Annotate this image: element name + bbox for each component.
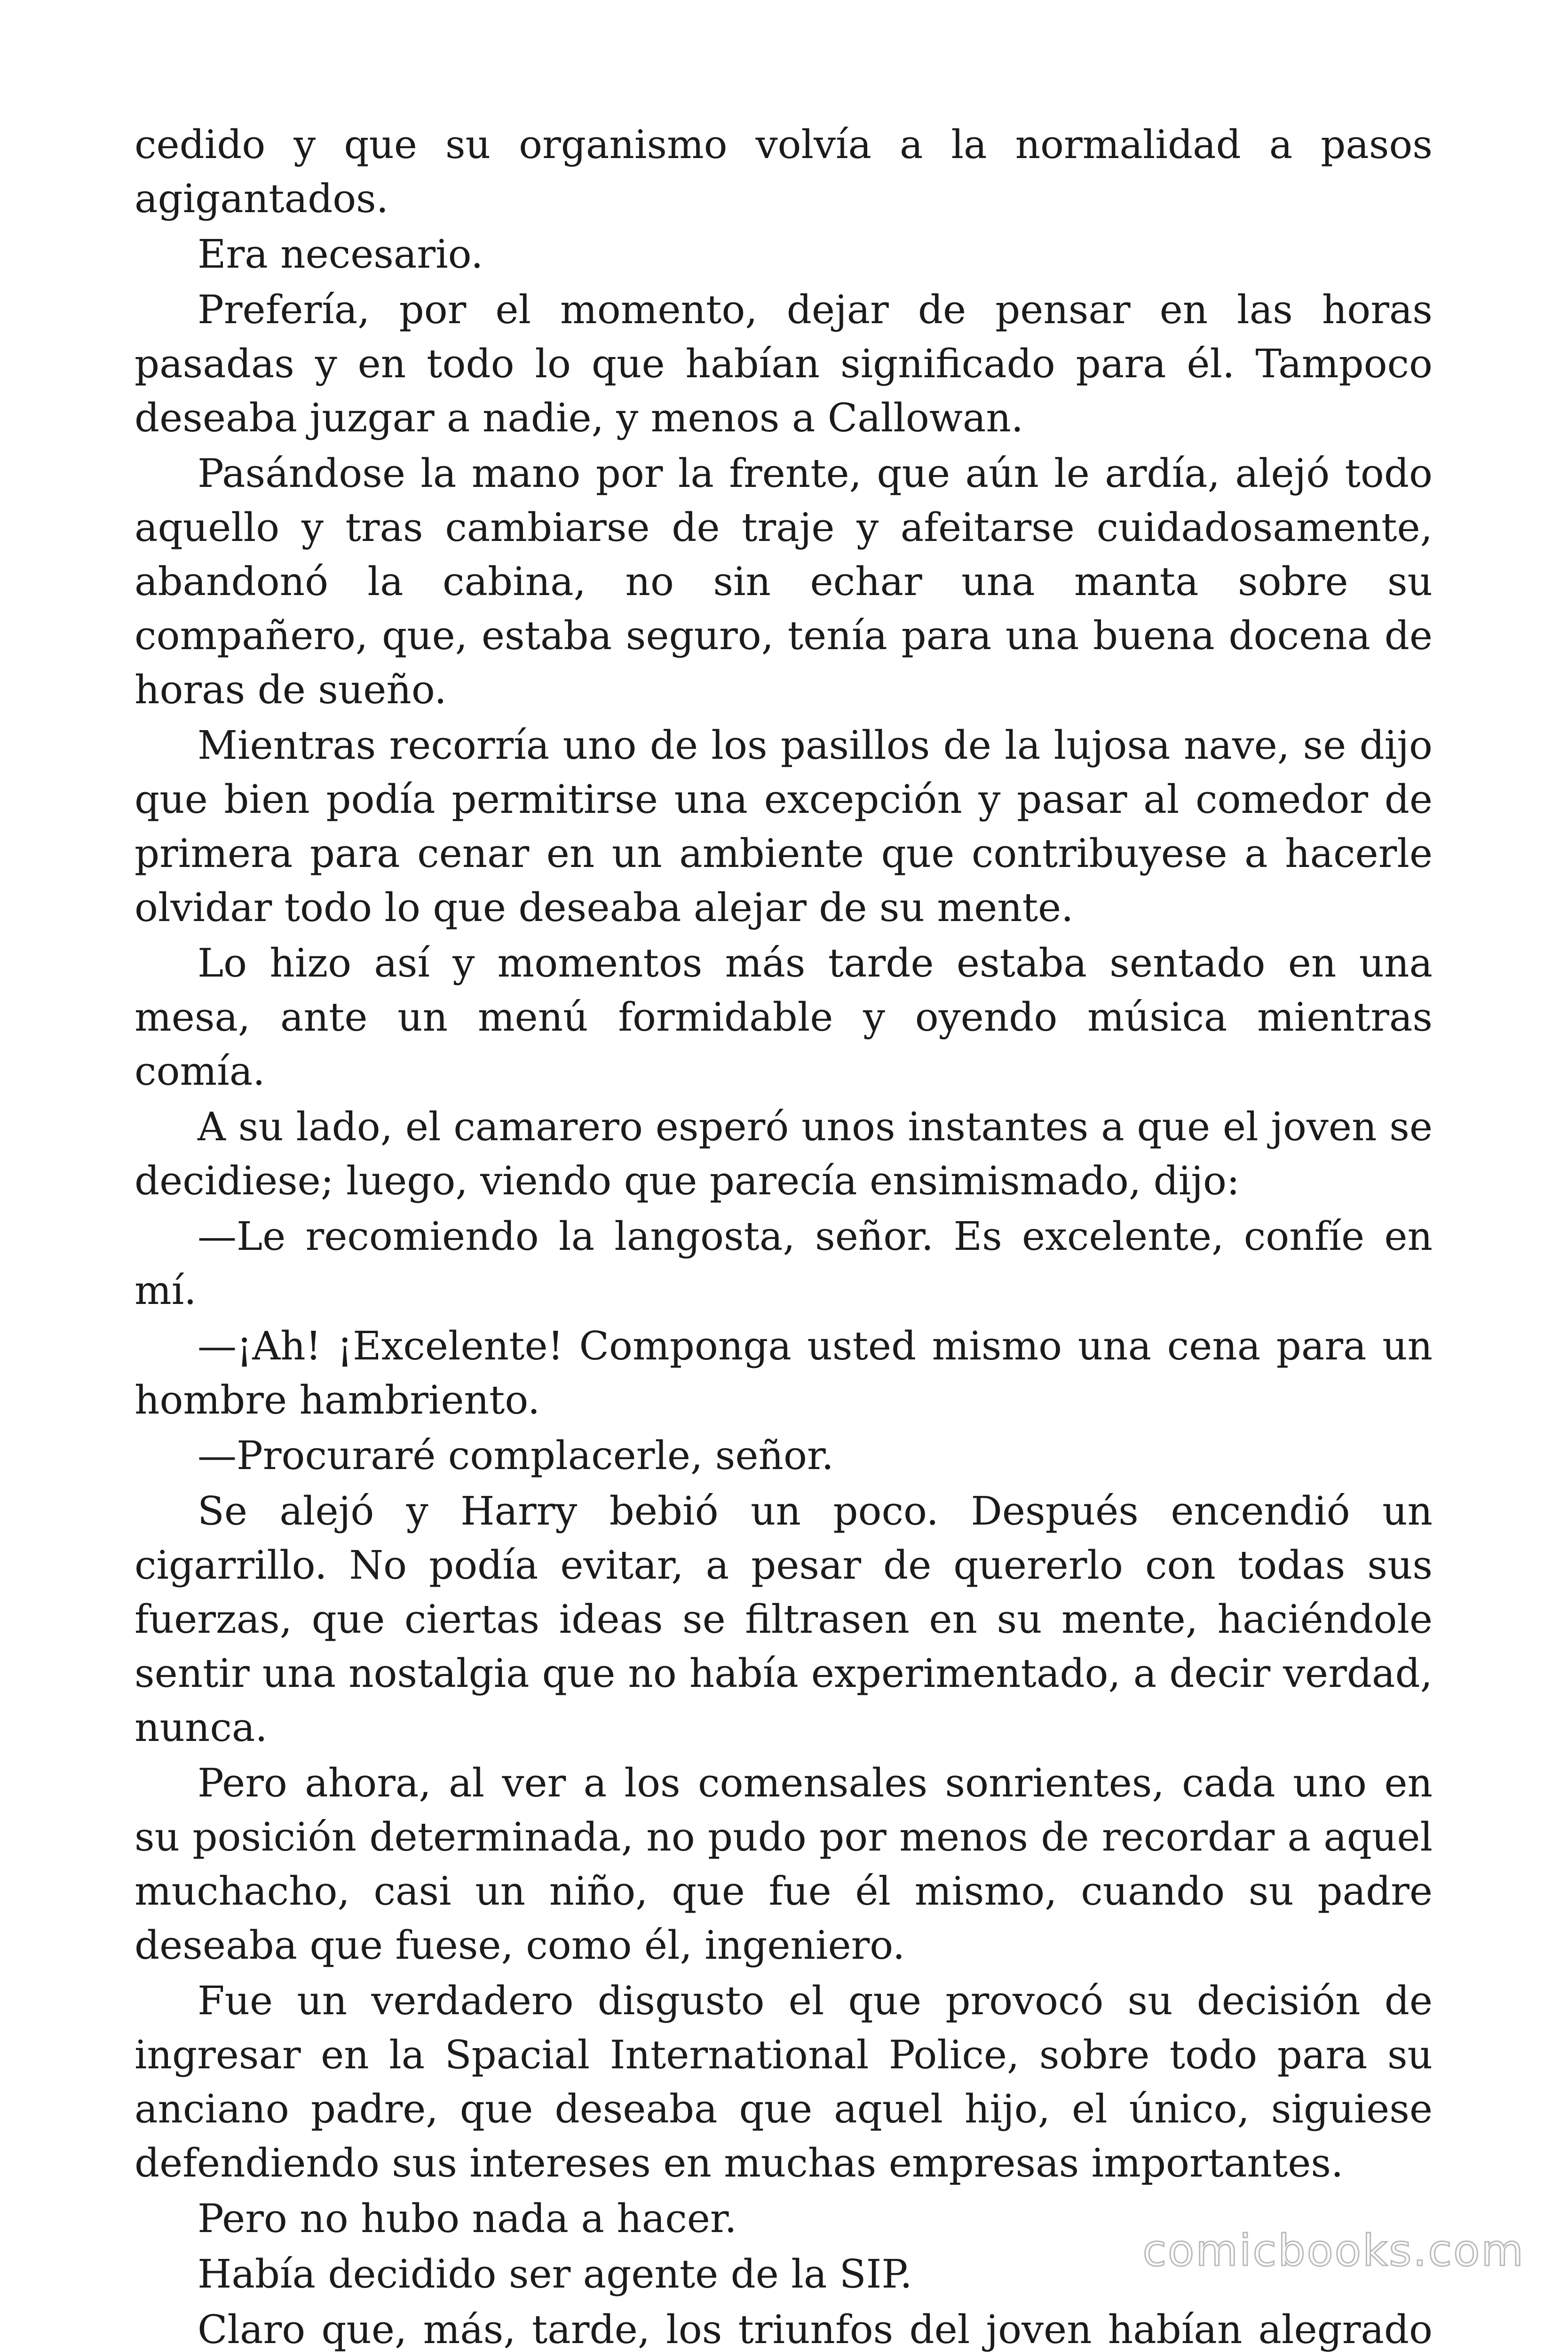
paragraph: Había decidido ser agente de la SIP.	[198, 2251, 912, 2297]
paragraph: Mientras recorría uno de los pasillos de la lujosa nave, se dijo que bien podía permitirse una excepción y pasar al comedor de primera para cenar en un ambiente que contribuyese a hacerle olvidar todo lo que deseaba alejar de su mente.	[135, 723, 1433, 930]
paragraph: Pero no hubo nada a hacer.	[198, 2196, 737, 2241]
paragraph: Lo hizo así y momentos más tarde estaba sentado en una mesa, ante un menú formidable y oyendo música mientras comía.	[135, 940, 1433, 1094]
body-text	[135, 118, 1433, 2352]
dialogue-line: —Le recomiendo la langosta, señor. Es excelente, confíe en mí.	[135, 1214, 1433, 1313]
paragraph: Pasándose la mano por la frente, que aún le ardía, alejó todo aquello y tras cambiarse de traje y afeitarse cuidadosamente, abandonó la cabina, no sin echar una manta sobre su compañero, que, estaba seguro, tenía para una buena docena de horas de sueño.	[135, 451, 1433, 713]
paragraph: Prefería, por el momento, dejar de pensar en las horas pasadas y en todo lo que habían significado para él. Tampoco deseaba juzgar a nadie, y menos a Callowan.	[135, 287, 1433, 441]
paragraph: Se alejó y Harry bebió un poco. Después encendió un cigarrillo. No podía evitar, a pesar de quererlo con todas sus fuerzas, que ciertas ideas se filtrasen en su mente, haciéndole sentir una nostalgia que no había experimentado, a decir verdad, nunca.	[135, 1488, 1433, 1750]
watermark: comicbooks.com	[1142, 2225, 1525, 2276]
paragraph: Pero ahora, al ver a los comensales sonrientes, cada uno en su posición determinada, no pudo por menos de recordar a aquel muchacho, casi un niño, que fue él mismo, cuando su padre deseaba que fuese, como él, ingeniero.	[135, 1760, 1433, 1968]
paragraph-continues: Claro que, más, tarde, los triunfos del joven habían alegrado	[198, 2307, 1433, 2352]
paragraph: Era necesario.	[198, 231, 483, 277]
paragraph-continued: cedido y que su organismo volvía a la normalidad a pasos agigantados.	[135, 122, 1433, 222]
dialogue-line: —Procuraré complacerle, señor.	[198, 1433, 834, 1478]
paragraph: Fue un verdadero disgusto el que provocó su decisión de ingresar en la Spacial International Police, sobre todo para su anciano padre, que deseaba que aquel hijo, el único, siguiese defendiendo sus intereses en muchas empresas importantes.	[135, 1978, 1433, 2186]
paragraph: A su lado, el camarero esperó unos instantes a que el joven se decidiese; luego, viendo que parecía ensimismado, dijo:	[135, 1104, 1433, 1204]
dialogue-line: —¡Ah! ¡Excelente! Componga usted mismo una cena para un hombre hambriento.	[135, 1323, 1433, 1423]
